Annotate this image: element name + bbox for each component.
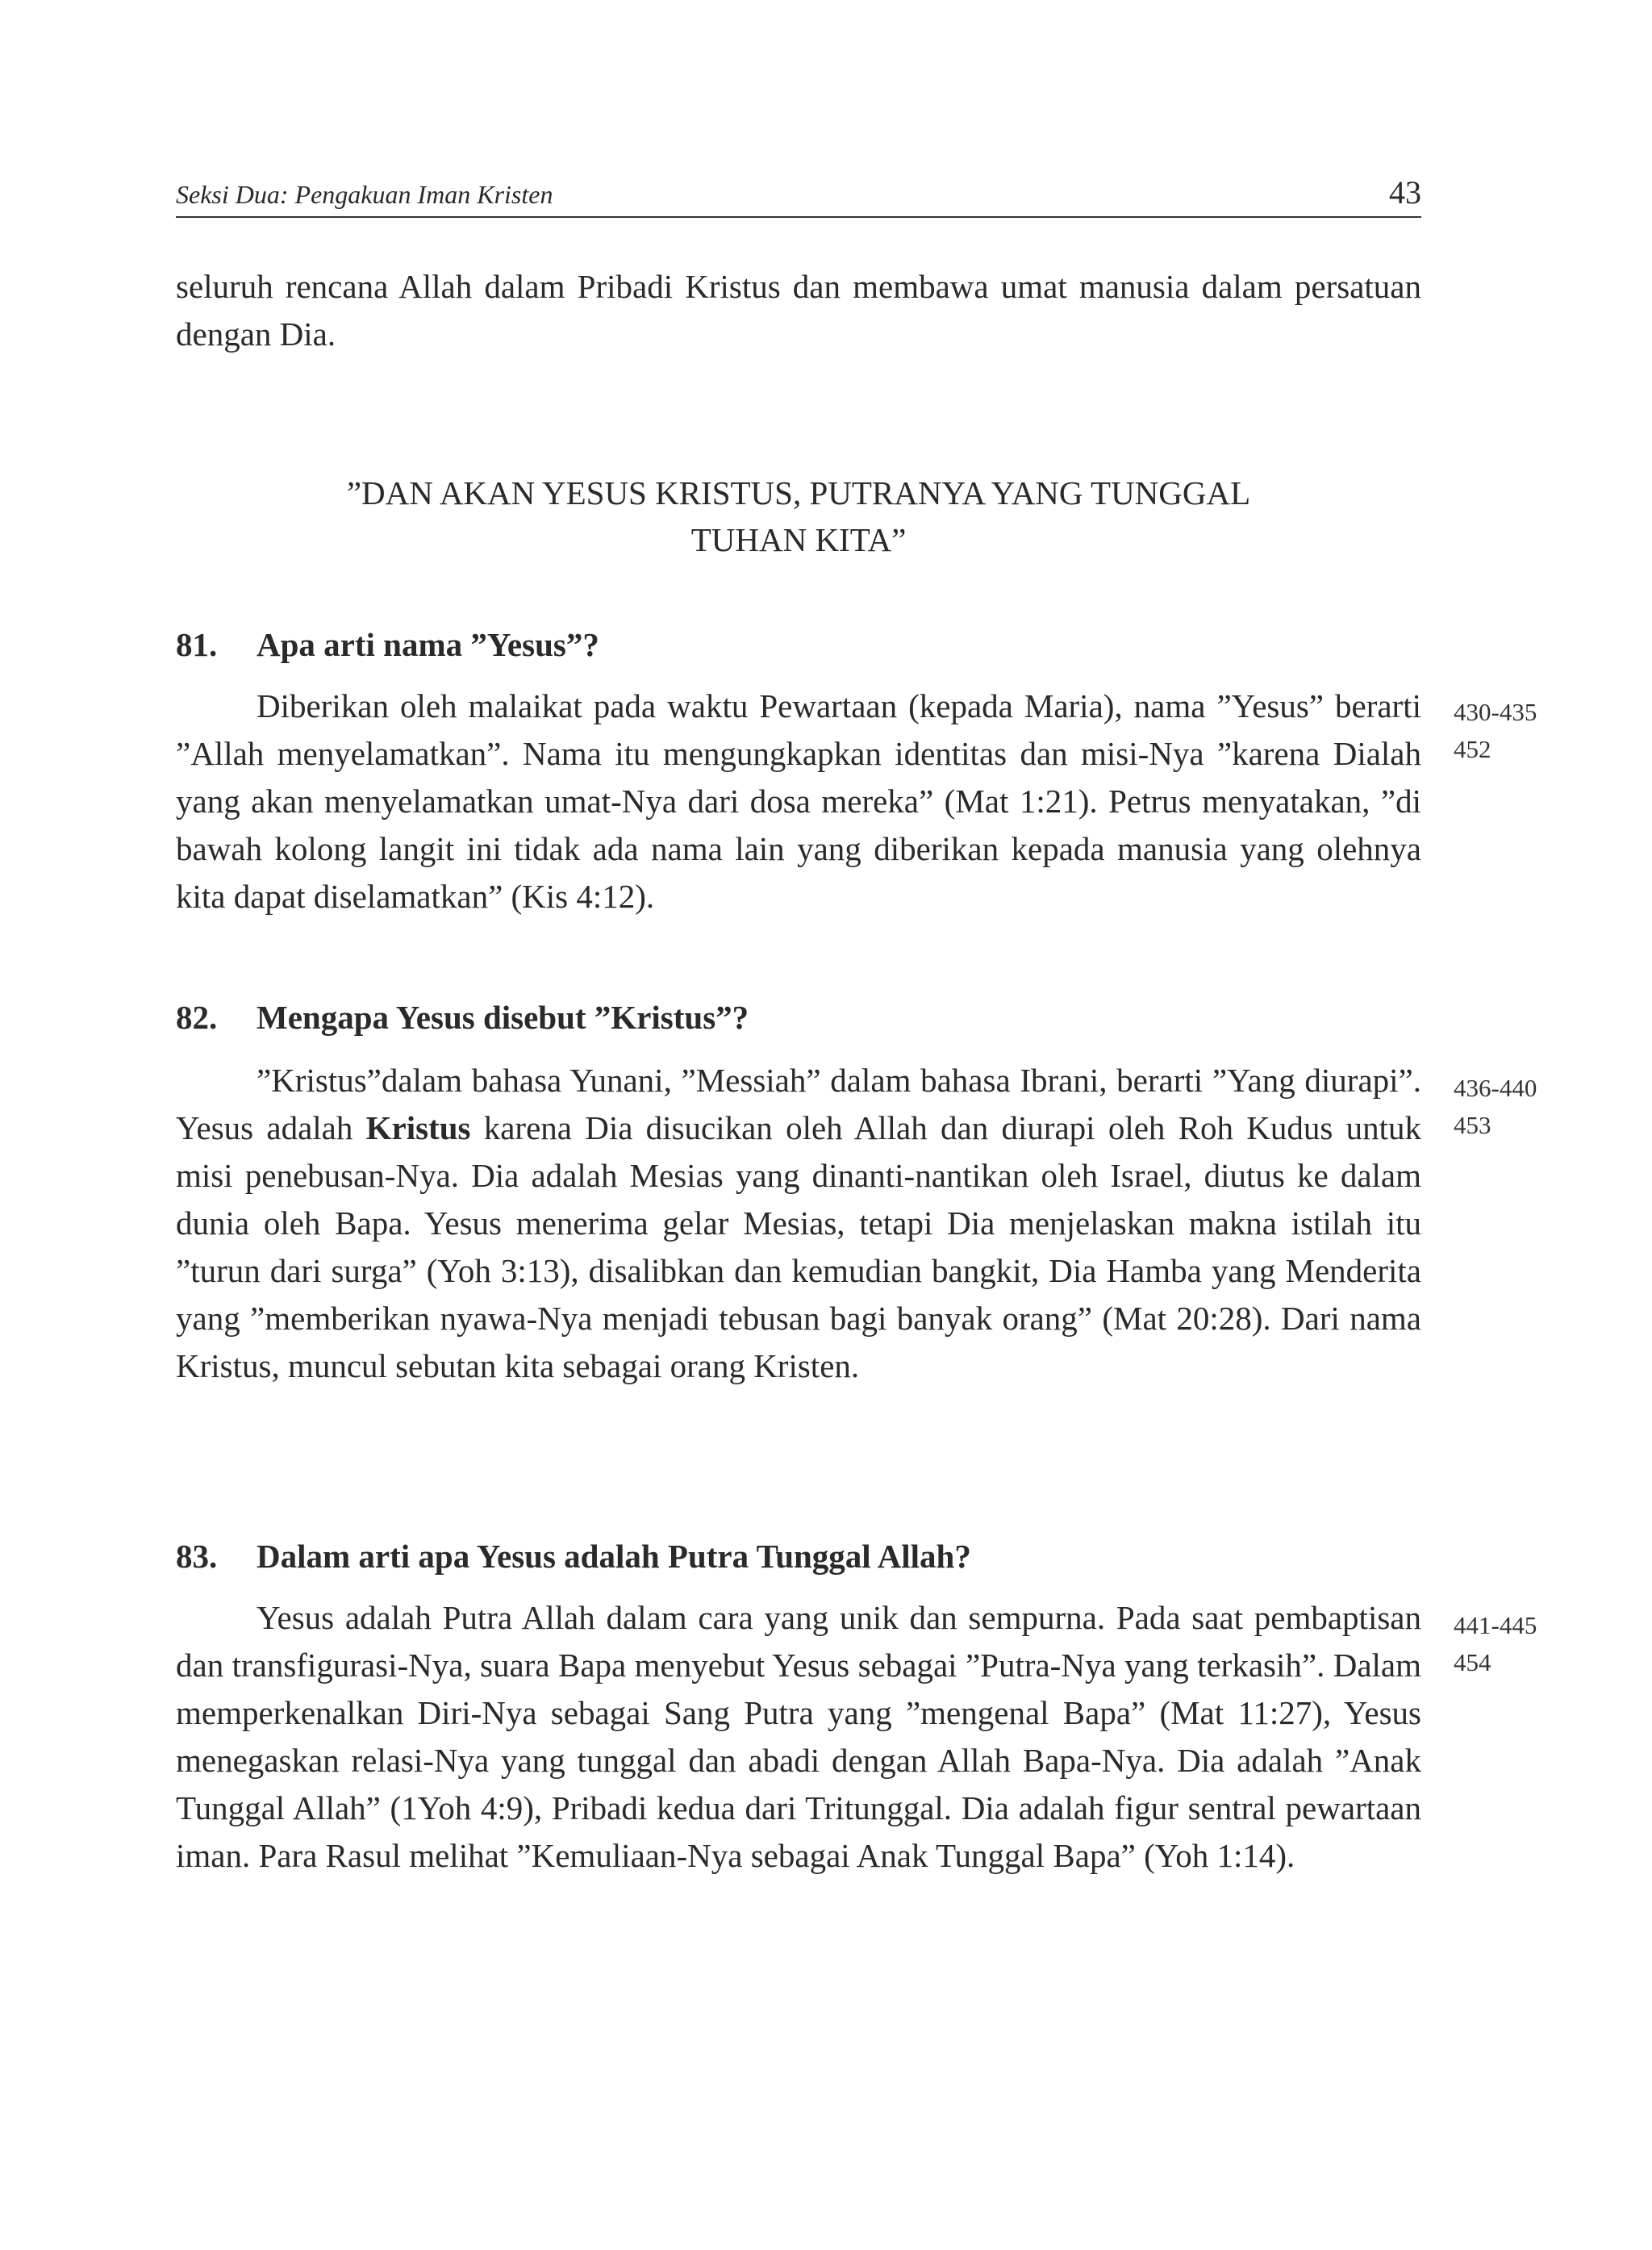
question-81-answer (176, 683, 1421, 920)
answer-text-part: ”Kristus”dalam bahasa Yunani, ”Messiah” dalam bahasa Ibrani, berarti ”Yang diurapi”. Yesus adalah (176, 1062, 1421, 1146)
margin-ref: 454 (1454, 1648, 1491, 1676)
margin-ref: 452 (1454, 735, 1491, 763)
answer-text: Diberikan oleh malaikat pada waktu Pewartaan (kepada Maria), nama ”Yesus” berarti ”Allah menyelamatkan”. Nama itu mengungkapkan identitas dan misi-Nya ”karena Dialah yang akan menyelamatkan umat-Nya dari dosa mereka” (Mat 1:21). Petrus menyatakan, ”di bawah kolong langit ini tidak ada nama lain yang diberikan kepada manusia yang olehnya kita dapat diselamatkan” (Kis 4:12). (176, 687, 1421, 915)
question-82-heading (176, 994, 1421, 1041)
running-header (176, 171, 1421, 218)
question-81-heading (176, 621, 1421, 668)
question-number: 83. (176, 1538, 218, 1575)
answer-text: Yesus adalah Putra Allah dalam cara yang unik dan sempurna. Pada saat pembaptisan dan transfigurasi-Nya, suara Bapa menyebut Yesus sebagai ”Putra-Nya yang terkasih”. Dalam memperkenalkan Diri-Nya sebagai Sang Putra yang ”mengenal Bapa” (Mat 11:27), Yesus menegaskan relasi-Nya yang tunggal dan abadi dengan Allah Bapa-Nya. Dia adalah ”Anak Tunggal Allah” (1Yoh 4:9), Pribadi kedua dari Tritunggal. Dia adalah figur sentral pewartaan iman. Para Rasul melihat ”Kemuliaan-Nya sebagai Anak Tunggal Bapa” (Yoh 1:14). (176, 1599, 1421, 1874)
question-82-answer (176, 1057, 1421, 1390)
answer-text-part: karena Dia disucikan oleh Allah dan diurapi oleh Roh Kudus untuk misi penebusan-Nya. Dia adalah Mesias yang dinanti-nantikan oleh Israel, diutus ke dalam dunia oleh Bapa. Yesus menerima gelar Mesias, tetapi Dia menjelaskan makna istilah itu ”turun dari surga” (Yoh 3:13), disalibkan dan kemudian bangkit, Dia Hamba yang Menderita yang ”memberikan nyawa-Nya menjadi tebusan bagi banyak orang” (Mat 20:28). Dari nama Kristus, muncul sebutan kita sebagai orang Kristen. (176, 1109, 1421, 1384)
running-title: Seksi Dua: Pengakuan Iman Kristen (176, 180, 553, 209)
question-title: Mengapa Yesus disebut ”Kristus”? (257, 999, 749, 1036)
margin-ref: 441-445 (1454, 1611, 1537, 1639)
section-heading-line-2: TUHAN KITA” (690, 521, 907, 558)
question-82-margin-refs (1454, 1070, 1537, 1144)
answer-bold-term: Kristus (365, 1109, 471, 1146)
question-83-answer (176, 1594, 1421, 1880)
question-81-margin-refs (1454, 694, 1537, 768)
question-number: 81. (176, 626, 218, 663)
intro-paragraph (176, 263, 1421, 358)
question-title: Dalam arti apa Yesus adalah Putra Tunggal Allah? (257, 1538, 971, 1575)
answer-text (176, 1057, 1421, 1390)
section-heading-line-1: ”DAN AKAN YESUS KRISTUS, PUTRANYA YANG TUNGGAL (346, 474, 1251, 511)
question-83-heading (176, 1533, 1421, 1580)
margin-ref: 430-435 (1454, 698, 1537, 726)
question-title: Apa arti nama ”Yesus”? (257, 626, 599, 663)
page-number: 43 (1389, 174, 1421, 211)
intro-text: seluruh rencana Allah dalam Pribadi Kristus dan membawa umat manusia dalam persatuan dengan Dia. (176, 268, 1421, 353)
margin-ref: 453 (1454, 1111, 1491, 1139)
question-83-margin-refs (1454, 1607, 1537, 1681)
question-number: 82. (176, 999, 218, 1036)
margin-ref: 436-440 (1454, 1074, 1537, 1102)
section-heading (176, 470, 1421, 563)
